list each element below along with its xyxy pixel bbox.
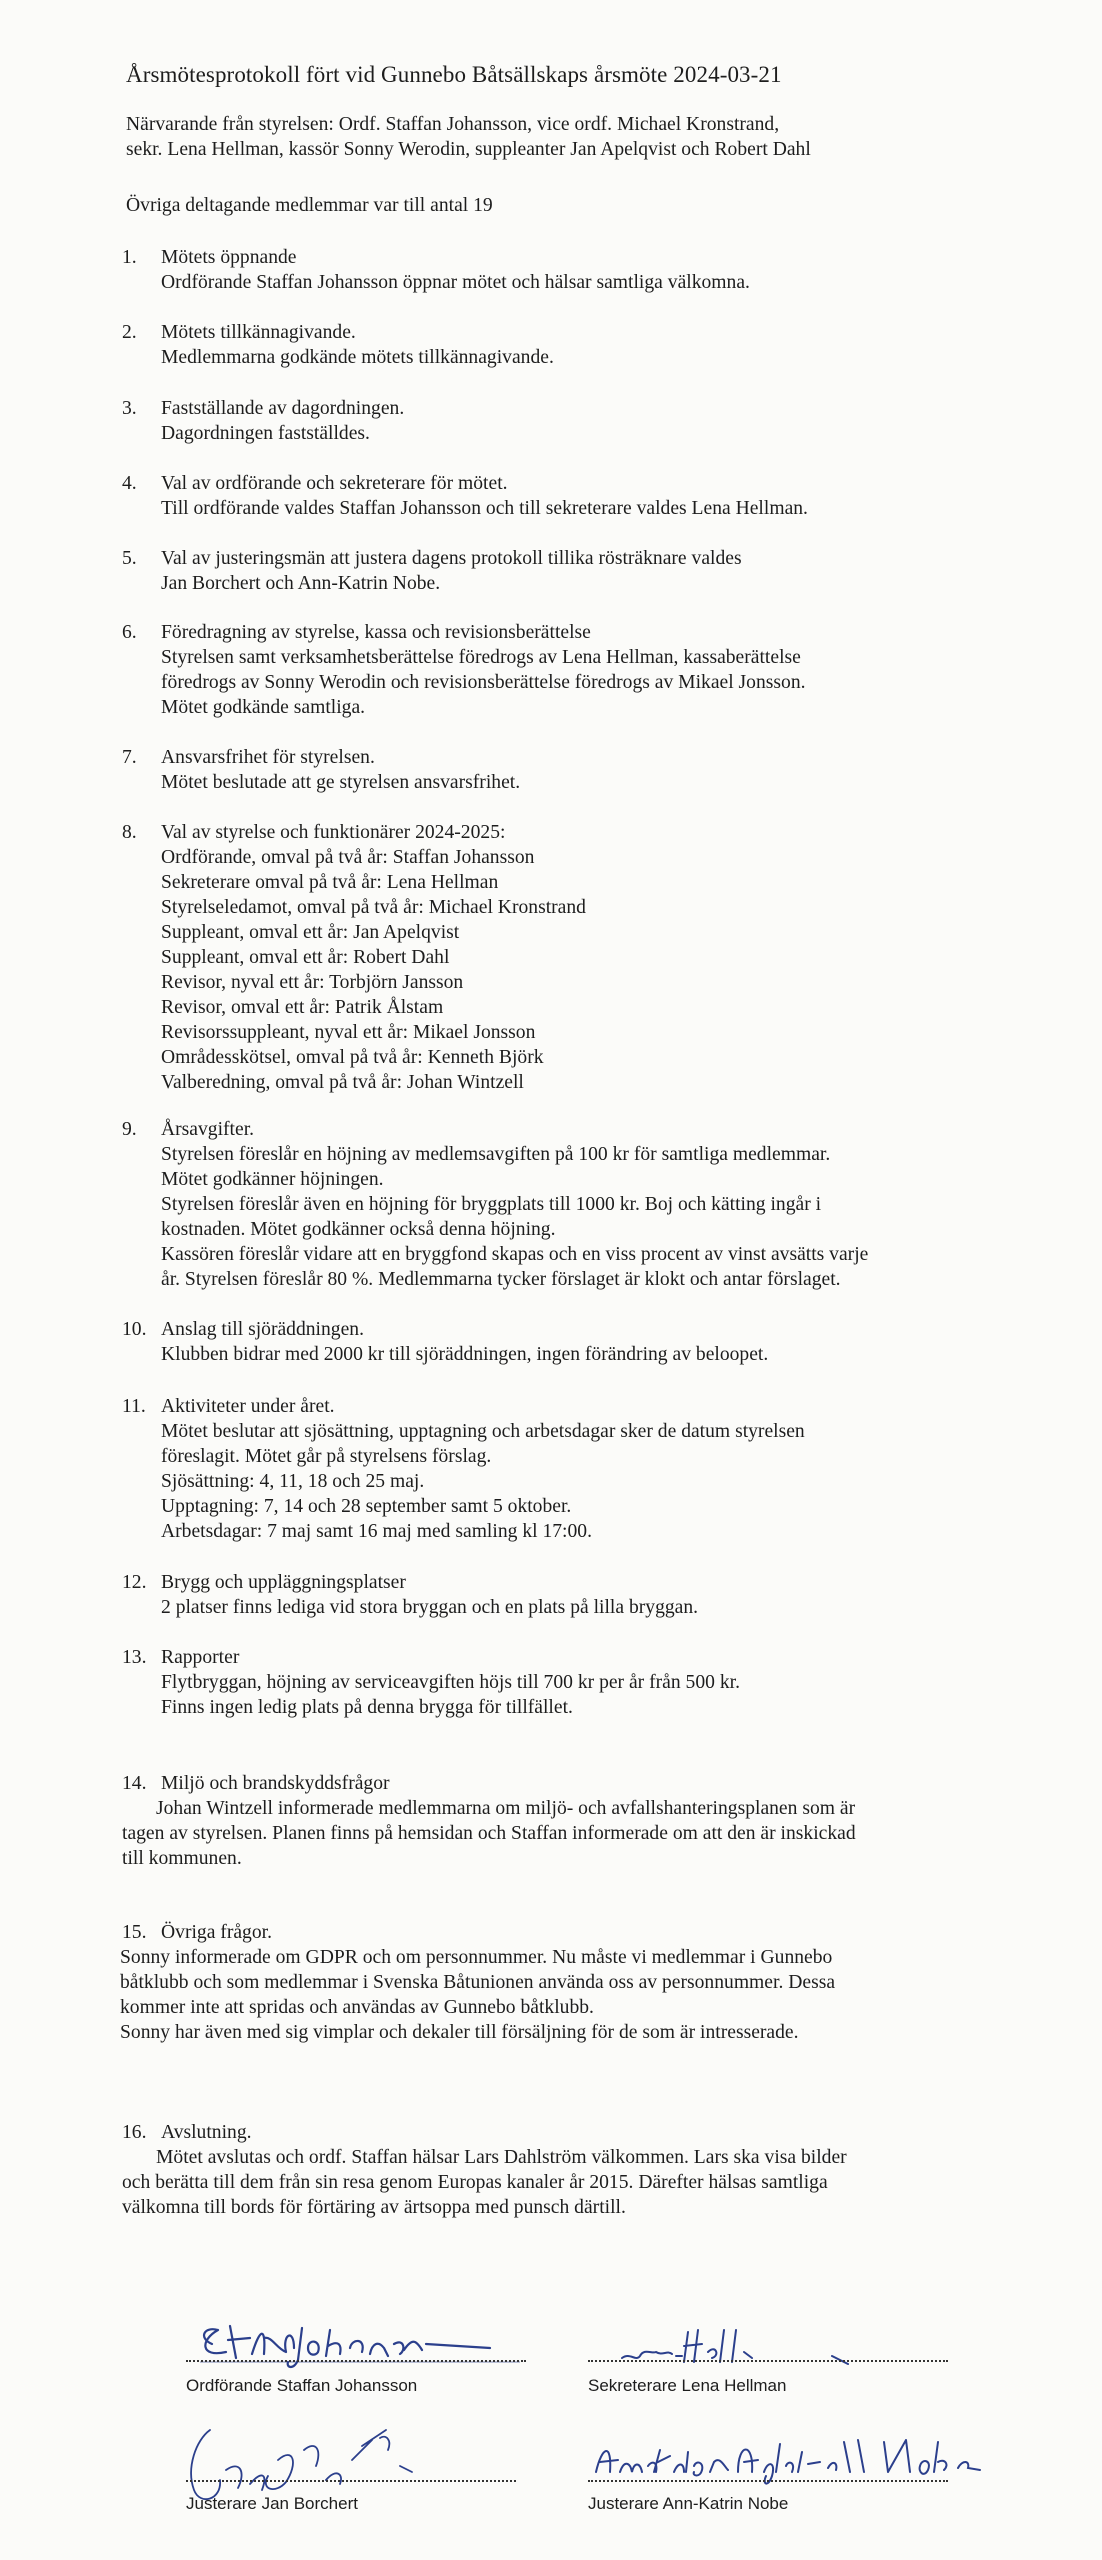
item-text-line: Flytbryggan, höjning av serviceavgiften höjs till 700 kr per år från 500 kr. <box>161 1672 740 1693</box>
item-text-line: Upptagning: 7, 14 och 28 september samt 5 oktober. <box>161 1496 572 1517</box>
item-text-line: Finns ingen ledig plats på denna brygga för tillfället. <box>161 1697 573 1718</box>
item-text-line: Valberedning, omval på två år: Johan Wintzell <box>161 1072 524 1093</box>
signature-line <box>588 2360 948 2362</box>
signature-caption: Justerare Ann-Katrin Nobe <box>588 2494 789 2513</box>
item-text-line: Suppleant, omval ett år: Robert Dahl <box>161 947 450 968</box>
signature-line <box>588 2480 948 2482</box>
item-text-line: Jan Borchert och Ann-Katrin Nobe. <box>161 573 441 594</box>
present-line: sekr. Lena Hellman, kassör Sonny Werodin, suppleanter Jan Apelqvist och Robert Dahl <box>126 139 811 160</box>
item-text-line: Mötet beslutar att sjösättning, upptagning och arbetsdagar sker de datum styrelsen <box>161 1421 805 1442</box>
item-text-line: Mötet godkände samtliga. <box>161 697 366 718</box>
signature-staffan-johansson <box>190 2318 530 2378</box>
protocol-page: Årsmötesprotokoll fört vid Gunnebo Båtsällskaps årsmöte 2024-03-21 Närvarande från styrelsen: Ordf. Staffan Johansson, vice ordf. Michael Kronstrand, sekr. Lena Hellman, kassör Sonny Werodin, suppleanter Jan Apelqvist och Robert Dahl Övriga deltagande medlemmar var till antal 19 1. Mötets öppnande Ordförande Staffan Johansson öppnar mötet och hälsar samtliga välkomna. 2. Mötets tillkännagivande. Medlemmarna godkände mötets tillkännagivande. 3. Fastställande av dagordningen. Dagordningen fastställdes. 4. Val av ordförande och sekreterare för mötet. Till ordförande valdes Staffan Johansson och till sekreterare valdes Lena Hellman. 5. Val av justeringsmän att justera dagens protokoll tillika rösträknare valdes Jan Borchert och Ann-Katrin Nobe. 6. Föredragning av styrelse, kassa och revisionsberättelse Styrelsen samt verksamhetsberättelse föredrogs av Lena Hellman, kassaberättelse föredrogs av Sonny Werodin och revisionsberättelse föredrogs av Mikael Jonsson. Mötet godkände samtliga. 7. Ansvarsfrihet för styrelsen. Mötet beslutade att ge styrelsen ansvarsfrihet. 8. Val av styrelse och funktionärer 2024-2025: Ordförande, omval på två år: Staffan Johansson Sekreterare omval på två år: Lena Hellman Styrelseledamot, omval på två år: Michael Kronstrand Suppleant, omval ett år: Jan Apelqvist Suppleant, omval ett år: Robert Dahl Revisor, nyval ett år: Torbjörn Jansson Revisor, omval ett år: Patrik Ålstam Revisorssuppleant, nyval ett år: Mikael Jonsson Områdesskötsel, omval på två år: Kenneth Björk Valberedning, omval på två år: Johan Wintzell 9. Årsavgifter. Styrelsen föreslår en höjning av medlemsavgiften på 100 kr för samtliga medlemmar. Mötet godkänner höjningen. Styrelsen föreslår även en höjning för bryggplats till 1000 kr. Boj och kätting ingår i kostnaden. Mötet godkänner också denna höjning. Kassören föreslår vidare att en bryggfond skapas och en viss procent av vinst avsätts varje år. Styrelsen föreslår 80 %. Medlemmarna tycker förslaget är klokt och antar förslaget. 10. Anslag till sjöräddningen. Klubben bidrar med 2000 kr till sjöräddningen, ingen förändring av beloopet. 11. Aktiviteter under året. Mötet beslutar att sjösättning, upptagning och arbetsdagar sker de datum styrelsen föreslagit. Mötet går på styrelsens förslag. Sjösättning: 4, 11, 18 och 25 maj. Upptagning: 7, 14 och 28 september samt 5 oktober. Arbetsdagar: 7 maj samt 16 maj med samling kl 17:00. 12. Brygg och uppläggningsplatser 2 platser finns lediga vid stora bryggan och en plats på lilla bryggan. 13. Rapporter Flytbryggan, höjning av serviceavgiften höjs till 700 kr per år från 500 kr. Finns ingen ledig plats på denna brygga för tillfället. 14. Miljö och brandskyddsfrågor Johan Wintzell informerade medlemmarna om miljö- och avfallshanteringsplanen som är tagen av styrelsen. Planen finns på hemsidan och Staffan informerade om att den är inskickad till kommunen. 15. Övriga frågor. Sonny informerade om GDPR och om personnummer. Nu måste vi medlemmar i Gunnebo båtklubb och som medlemmar i Svenska Båtunionen använda oss av personnummer. Dessa kommer inte att spridas och användas av Gunnebo båtklubb. Sonny har även med sig vimplar och dekaler till försäljning för de som är intresserade. 16. Avslutning. Mötet avslutas och ordf. Staffan hälsar Lars Dahlström välkommen. Lars ska visa bilder och berätta till dem från sin resa genom Europas kanaler år 2015. Därefter hälsas samtliga välkomna till bords för förtäring av ärtsoppa med punsch därtill. Ordförande Staffan Johansson Sekreterare Lena Hellman Justerare Jan Borchert Justerare Ann-Katrin Nobe <box>0 0 1102 2560</box>
document-title: Årsmötesprotokoll fört vid Gunnebo Båtsällskaps årsmöte 2024-03-21 <box>126 62 782 87</box>
item-text-line: till kommunen. <box>122 1848 242 1869</box>
item-text-line: Mötet beslutade att ge styrelsen ansvarsfrihet. <box>161 772 521 793</box>
signature-caption: Sekreterare Lena Hellman <box>588 2376 787 2395</box>
item-text-line: 2 platser finns lediga vid stora bryggan och en plats på lilla bryggan. <box>161 1597 699 1618</box>
present-board-members <box>126 112 811 162</box>
signature-ann-katrin-nobe <box>588 2432 988 2492</box>
item-text-line: Revisor, nyval ett år: Torbjörn Jansson <box>161 972 464 993</box>
item-text-line: år. Styrelsen föreslår 80 %. Medlemmarna tycker förslaget är klokt och antar förslaget. <box>161 1269 841 1290</box>
item-text-line: Revisor, omval ett år: Patrik Ålstam <box>161 997 444 1018</box>
item-text-line: Styrelsen föreslår även en höjning för bryggplats till 1000 kr. Boj och kätting ingår i <box>161 1194 822 1215</box>
item-text-line: Styrelsen föreslår en höjning av medlemsavgiften på 100 kr för samtliga medlemmar. <box>161 1144 831 1165</box>
item-text-line: Styrelseledamot, omval på två år: Michael Kronstrand <box>161 897 586 918</box>
item-text-line: Kassören föreslår vidare att en bryggfond skapas och en viss procent av vinst avsätts varje <box>161 1244 869 1265</box>
item-text-line: Sekreterare omval på två år: Lena Hellman <box>161 872 499 893</box>
signature-lena-hellman <box>612 2322 932 2378</box>
item-text-line: kostnaden. Mötet godkänner också denna höjning. <box>161 1219 556 1240</box>
item-text-line: Arbetsdagar: 7 maj samt 16 maj med samling kl 17:00. <box>161 1521 592 1542</box>
item-text-line: Till ordförande valdes Staffan Johansson och till sekreterare valdes Lena Hellman. <box>161 498 808 519</box>
item-text-line: Sonny informerade om GDPR och om personnummer. Nu måste vi medlemmar i Gunnebo <box>120 1947 833 1968</box>
item-text-line: Ordförande, omval på två år: Staffan Johansson <box>161 847 535 868</box>
item-text-line: Johan Wintzell informerade medlemmarna om miljö- och avfallshanteringsplanen som är <box>156 1798 856 1819</box>
item-text-line: Revisorssuppleant, nyval ett år: Mikael Jonsson <box>161 1022 536 1043</box>
item-text-line: Medlemmarna godkände mötets tillkännagivande. <box>161 347 554 368</box>
item-text-line: och berätta till dem från sin resa genom Europas kanaler år 2015. Därefter hälsas samtliga <box>122 2172 828 2193</box>
signature-caption: Justerare Jan Borchert <box>186 2494 358 2513</box>
item-text-line: föredrogs av Sonny Werodin och revisionsberättelse föredrogs av Mikael Jonsson. <box>161 672 806 693</box>
item-text-line: Ordförande Staffan Johansson öppnar mötet och hälsar samtliga välkomna. <box>161 272 750 293</box>
present-line: Närvarande från styrelsen: Ordf. Staffan Johansson, vice ordf. Michael Kronstrand, <box>126 114 780 135</box>
item-text-line: Mötet godkänner höjningen. <box>161 1169 384 1190</box>
item-text-line: tagen av styrelsen. Planen finns på hemsidan och Staffan informerade om att den är inskickad <box>122 1823 856 1844</box>
item-text-line: föreslagit. Mötet går på styrelsens förslag. <box>161 1446 492 1467</box>
item-text-line: Dagordningen fastställdes. <box>161 423 370 444</box>
item-text-line: Sonny har även med sig vimplar och dekaler till försäljning för de som är intresserade. <box>120 2022 799 2043</box>
signature-line <box>186 2360 526 2362</box>
item-text-line: båtklubb och som medlemmar i Svenska Båtunionen använda oss av personnummer. Dessa <box>120 1972 836 1993</box>
item-text-line: Klubben bidrar med 2000 kr till sjöräddningen, ingen förändring av beloopet. <box>161 1344 769 1365</box>
item-text-line: Suppleant, omval ett år: Jan Apelqvist <box>161 922 460 943</box>
item-text-line: Områdesskötsel, omval på två år: Kenneth Björk <box>161 1047 544 1068</box>
item-text-line: Styrelsen samt verksamhetsberättelse föredrogs av Lena Hellman, kassaberättelse <box>161 647 801 668</box>
members-count: Övriga deltagande medlemmar var till antal 19 <box>126 195 493 216</box>
item-text-line: Sjösättning: 4, 11, 18 och 25 maj. <box>161 1471 425 1492</box>
signature-caption: Ordförande Staffan Johansson <box>186 2376 418 2395</box>
item-text-line: kommer inte att spridas och användas av Gunnebo båtklubb. <box>120 1997 594 2018</box>
item-text-line: Mötet avslutas och ordf. Staffan hälsar Lars Dahlström välkommen. Lars ska visa bilder <box>156 2147 847 2168</box>
signature-line <box>186 2480 516 2482</box>
item-text-line: välkomna till bords för förtäring av ärtsoppa med punsch därtill. <box>122 2197 626 2218</box>
